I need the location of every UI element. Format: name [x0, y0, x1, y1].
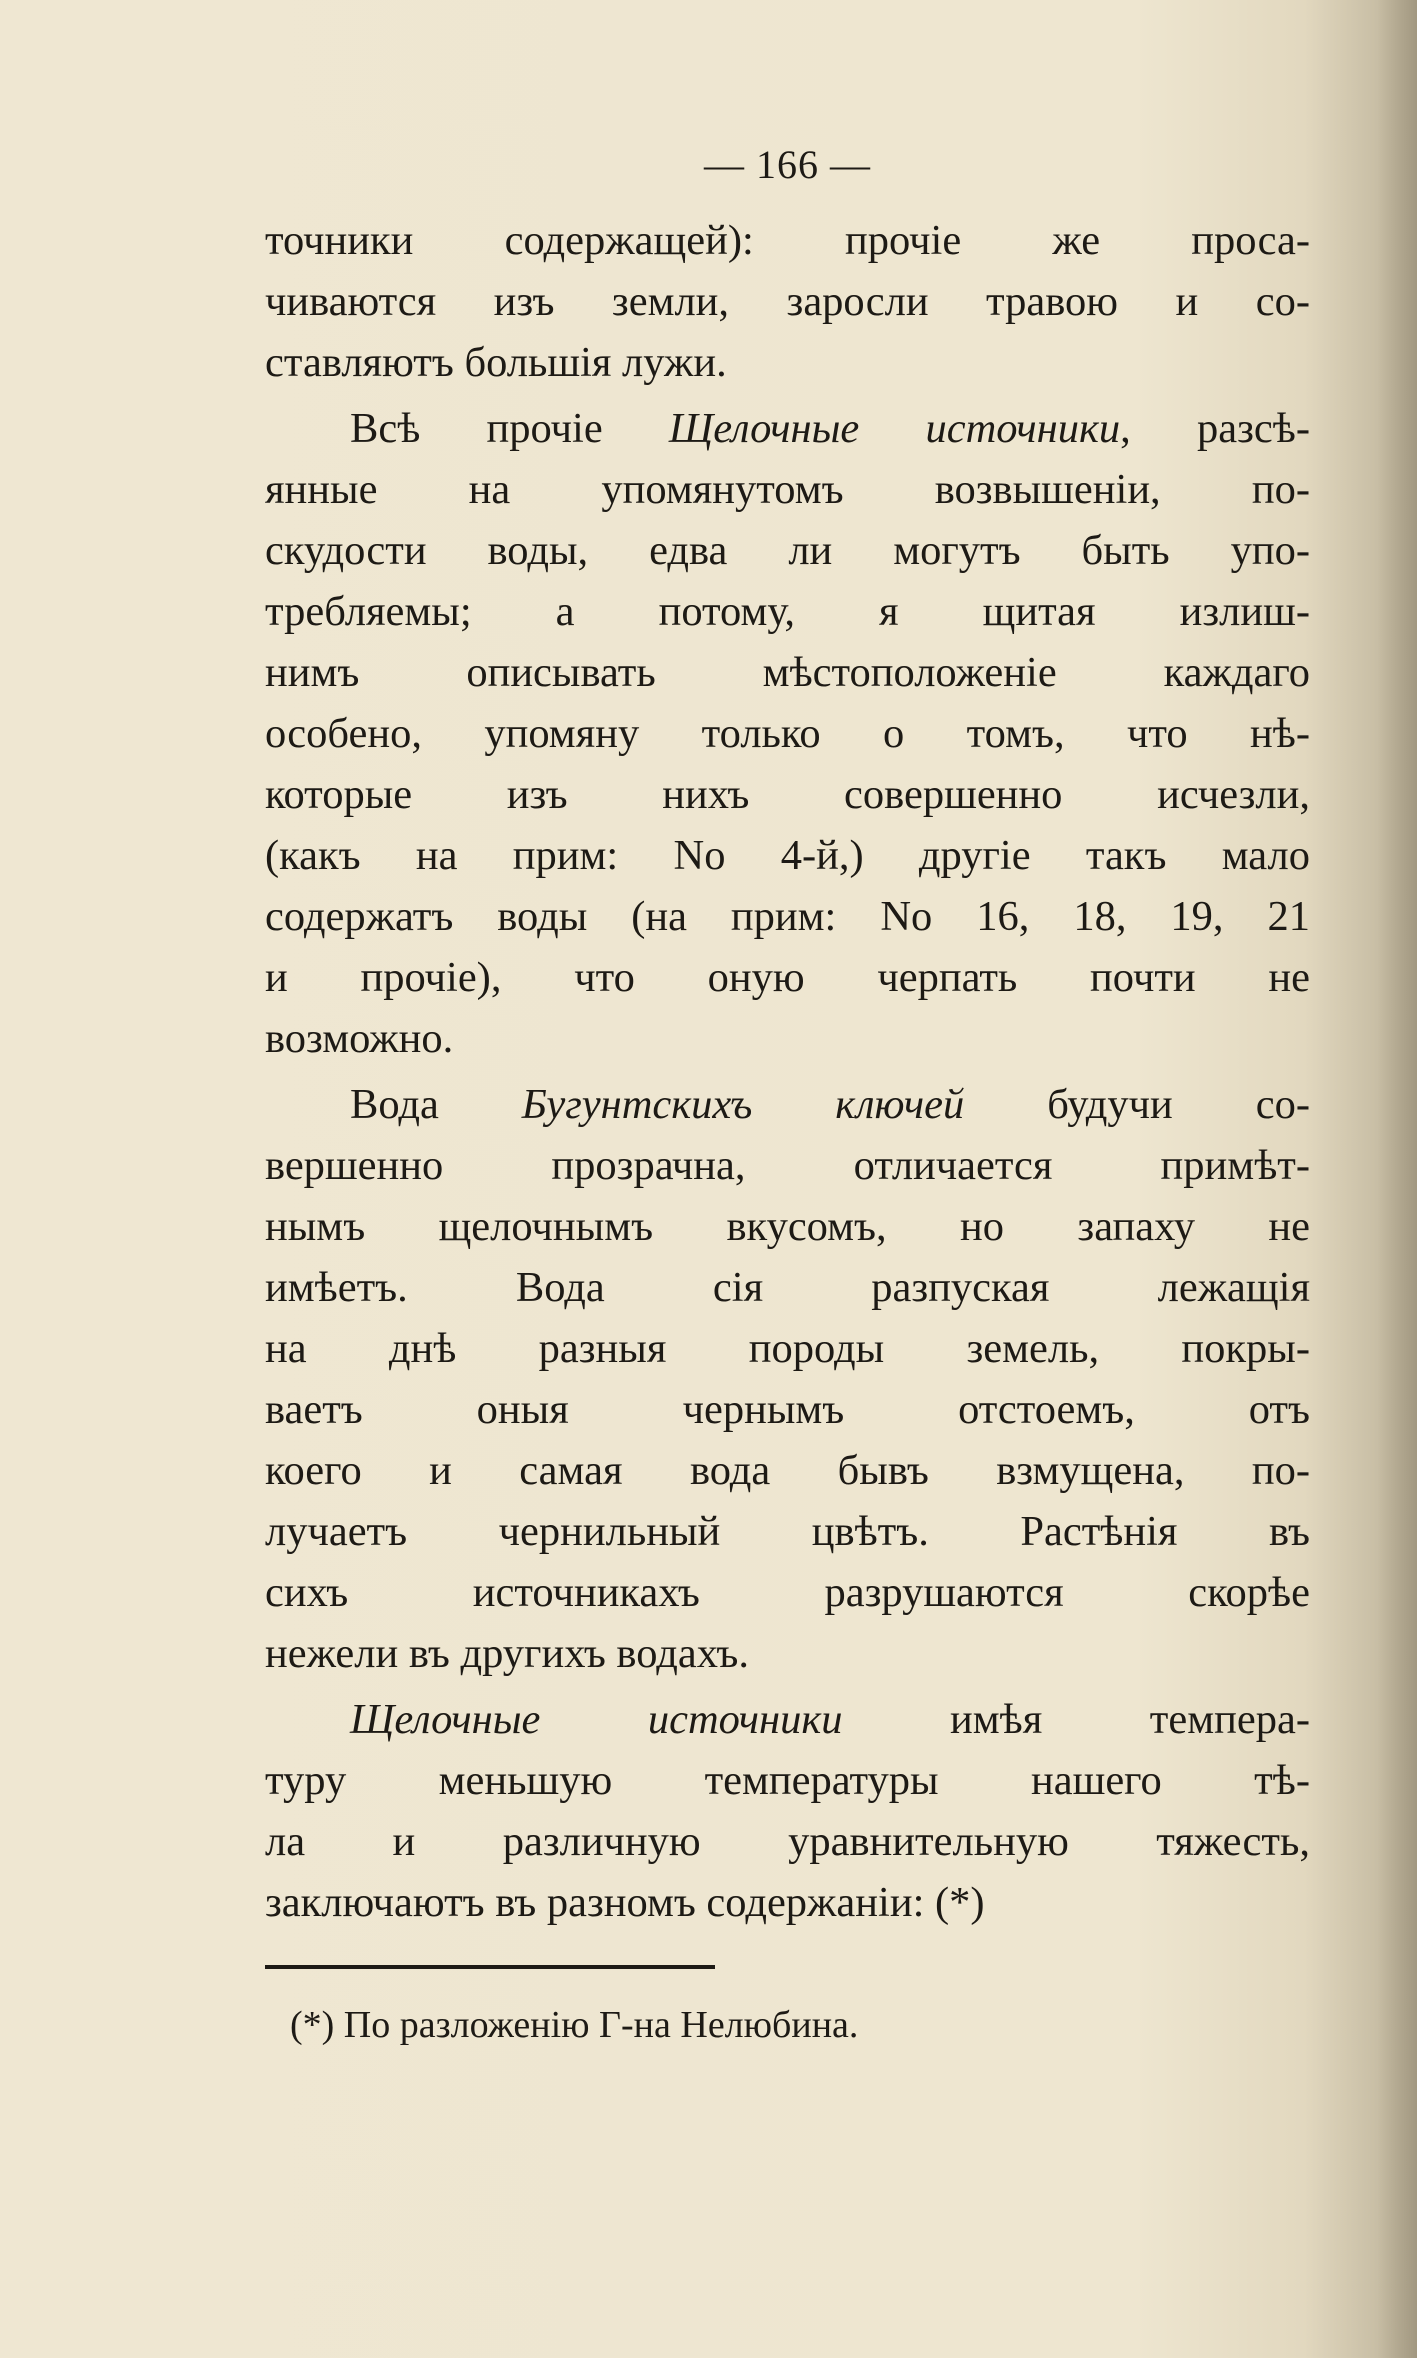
text-line: на днѣ разныя породы земель, покры-: [265, 1325, 1310, 1372]
text-line: вершенно прозрачна, отличается примѣт-: [265, 1142, 1310, 1189]
text-line: нежели въ другихъ водахъ.: [265, 1630, 749, 1677]
page-number: — 166 —: [704, 142, 871, 187]
footnote-rule: [265, 1965, 715, 1969]
text-line: и прочіе), что оную черпать почти не: [265, 954, 1310, 1001]
text-line: имѣетъ. Вода сія разпуская лежащія: [265, 1264, 1310, 1311]
line-text: будучи со-: [964, 1081, 1310, 1128]
text-line: ла и различную уравнительную тяжесть,: [265, 1818, 1310, 1865]
text-line: [265, 1689, 1310, 1750]
line-text: Вода: [350, 1081, 522, 1128]
text-line: чиваются изъ земли, заросли травою и со-: [265, 278, 1310, 325]
page-text: [265, 130, 1310, 1933]
text-line: которые изъ нихъ совершенно исчезли,: [265, 771, 1310, 818]
paragraph-3: [265, 1074, 1310, 1684]
text-line: туру меньшую температуры нашего тѣ-: [265, 1757, 1310, 1804]
text-line: сихъ источникахъ разрушаются скорѣе: [265, 1569, 1310, 1616]
text-line: особено, упомяну только о томъ, что нѣ-: [265, 710, 1310, 757]
text-line: янные на упомянутомъ возвышеніи, по-: [265, 466, 1310, 513]
text-line: нымъ щелочнымъ вкусомъ, но запаху не: [265, 1203, 1310, 1250]
line-text: Всѣ прочіе: [350, 405, 669, 452]
text-line: лучаетъ чернильный цвѣтъ. Растѣнія въ: [265, 1508, 1310, 1555]
text-line: содержатъ воды (на прим: No 16, 18, 19, 21: [265, 893, 1310, 940]
paragraph-2: [265, 398, 1310, 1069]
text-line: требляемы; а потому, я щитая излиш-: [265, 588, 1310, 635]
text-line: ваетъ оныя чернымъ отстоемъ, отъ: [265, 1386, 1310, 1433]
text-line: ставляютъ большія лужи.: [265, 339, 727, 386]
line-text: имѣя темпера-: [842, 1696, 1310, 1743]
text-line: коего и самая вода бывъ взмущена, по-: [265, 1447, 1310, 1494]
italic-term: Щелочные источники: [668, 405, 1121, 452]
italic-term: Щелочные источники: [350, 1696, 843, 1743]
footnote: (*) По разложенію Г-на Нелюбина.: [290, 2004, 859, 2046]
text-line: точники содержащей): прочіе же проса-: [265, 217, 1310, 264]
text-line: [265, 1074, 1310, 1135]
text-line: нимъ описывать мѣстоположеніе каждаго: [265, 649, 1310, 696]
text-line: скудости воды, едва ли могутъ быть упо-: [265, 527, 1310, 574]
paragraph-4: [265, 1689, 1310, 1933]
page-edge-shadow: [1377, 0, 1417, 2358]
line-text: , разсѣ-: [1120, 405, 1310, 452]
italic-term: Бугунтскихъ ключей: [521, 1081, 965, 1128]
text-line: возможно.: [265, 1015, 454, 1062]
paragraph-1: [265, 210, 1310, 393]
text-line: (какъ на прим: No 4-й,) другіе такъ мало: [265, 832, 1310, 879]
text-line: [265, 398, 1310, 459]
text-line: заключаютъ въ разномъ содержаніи: (*): [265, 1879, 985, 1926]
